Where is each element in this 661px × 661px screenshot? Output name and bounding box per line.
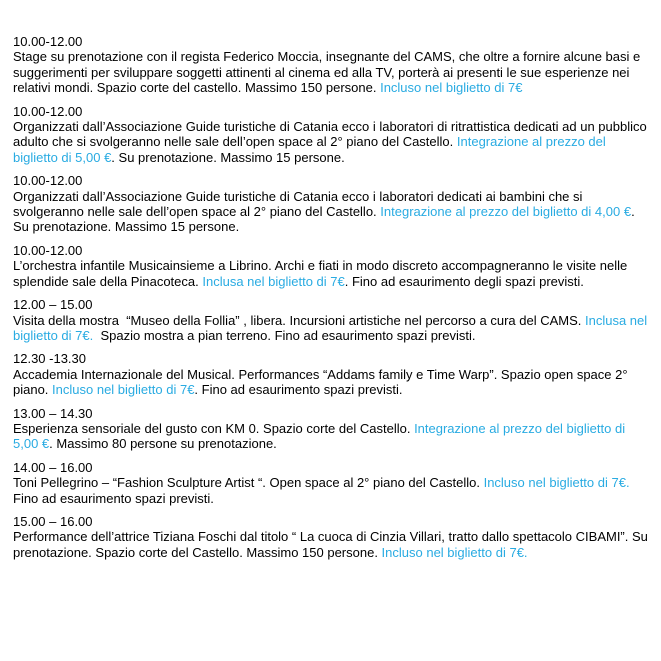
event-block [13,460,649,506]
event-block [13,513,652,560]
event-block [13,104,649,166]
event-description [13,421,649,452]
description-segment: . Fino ad esaurimento spazi previsti. [194,382,403,398]
ticket-price-highlight: Incluso nel biglietto di 7€. [483,475,630,491]
description-segment: L’orchestra infantile Musicainsieme a Librino. Archi e fiati in modo discreto accompagneranno le visite nelle splendide sale della Pinacoteca. [13,258,631,289]
event-time: 10.00-12.00 [13,103,83,119]
ticket-price-highlight: Inclusa nel biglietto di 7€ [202,273,345,289]
description-segment: Accademia Internazionale del Musical. Performances “Addams family e Time Warp”. Spazio open space 2° piano. [13,366,632,398]
ticket-price-highlight: Incluso nel biglietto di 7€ [52,382,195,398]
description-segment: . Su prenotazione. Massimo 15 persone. [13,204,639,235]
event-description [13,313,649,344]
event-description [13,119,649,165]
event-description [13,367,649,398]
description-segment: Visita della mostra “Museo della Follia” , libera. Incursioni artistiche nel percorso a cura del CAMS. [13,312,585,328]
ticket-price-highlight: Incluso nel biglietto di 7€ [380,80,523,96]
description-segment: Organizzati dall’Associazione Guide turistiche di Catania ecco i laboratori dedicati ai bambini che si svolgeranno nelle sale dell’open space al 2° piano del Castello. [13,188,587,220]
event-description [13,258,649,289]
event-description [13,475,649,506]
ticket-price-highlight: Integrazione al prezzo del biglietto di 4,00 € [380,204,632,220]
event-description [13,529,652,560]
event-time: 12.00 – 15.00 [13,297,93,313]
description-segment: Performance dell’attrice Tiziana Foschi dal titolo “ La cuoca di Cinzia Villari, tratto dallo spettacolo CIBAMI”. Su prenotazione. Spazio corte del Castello. Massimo 150 persone. [13,529,652,560]
event-block [13,173,649,235]
event-time: 10.00-12.00 [13,242,83,258]
description-segment: . Su prenotazione. Massimo 15 persone. [111,149,345,165]
description-segment: . Massimo 80 persone su prenotazione. [49,436,277,452]
event-block [13,406,649,452]
event-time: 10.00-12.00 [13,173,83,189]
event-description [13,189,649,235]
ticket-price-highlight: Integrazione al prezzo del biglietto di 5,00 € [13,134,610,165]
event-description [13,49,649,95]
event-time: 10.00-12.00 [13,34,83,49]
description-segment: Stage su prenotazione con il regista Federico Moccia, insegnante del CAMS, che oltre a fornire alcune basi e suggerimenti per sviluppare soggetti attinenti al cinema ed alla TV, porterà ai presenti le sue esperienze nei relativi mondi. Spazio corte del castello. Massimo 150 persone. [13,49,644,96]
ticket-price-highlight: Inclusa nel biglietto di 7€. [13,312,651,343]
description-segment: Spazio mostra a pian terreno. Fino ad esaurimento spazi previsti. [93,327,476,343]
description-segment: Toni Pellegrino – “Fashion Sculpture Artist “. Open space al 2° piano del Castello. [13,475,484,491]
description-segment: Esperienza sensoriale del gusto con KM 0. Spazio corte del Castello. [13,420,415,436]
event-time: 14.00 – 16.00 [13,459,93,475]
description-segment: Organizzati dall’Associazione Guide turistiche di Catania ecco i laboratori di ritrattistica dedicati ad un pubblico adulto che si svolgeranno nelle sale dell’open space al 2° piano del Castello. [13,119,651,150]
event-block [13,243,649,289]
ticket-price-highlight: Integrazione al prezzo del biglietto di 5,00 € [13,420,629,452]
event-block [13,297,649,343]
ticket-price-highlight: Incluso nel biglietto di 7€. [381,544,528,560]
event-block [13,351,649,397]
event-block [13,34,649,96]
description-segment: Fino ad esaurimento spazi previsti. [13,475,634,506]
description-segment: . Fino ad esaurimento degli spazi previsti. [344,273,584,289]
event-time: 12.30 -13.30 [13,351,87,367]
event-time: 15.00 – 16.00 [13,513,93,529]
event-time: 13.00 – 14.30 [13,405,93,421]
